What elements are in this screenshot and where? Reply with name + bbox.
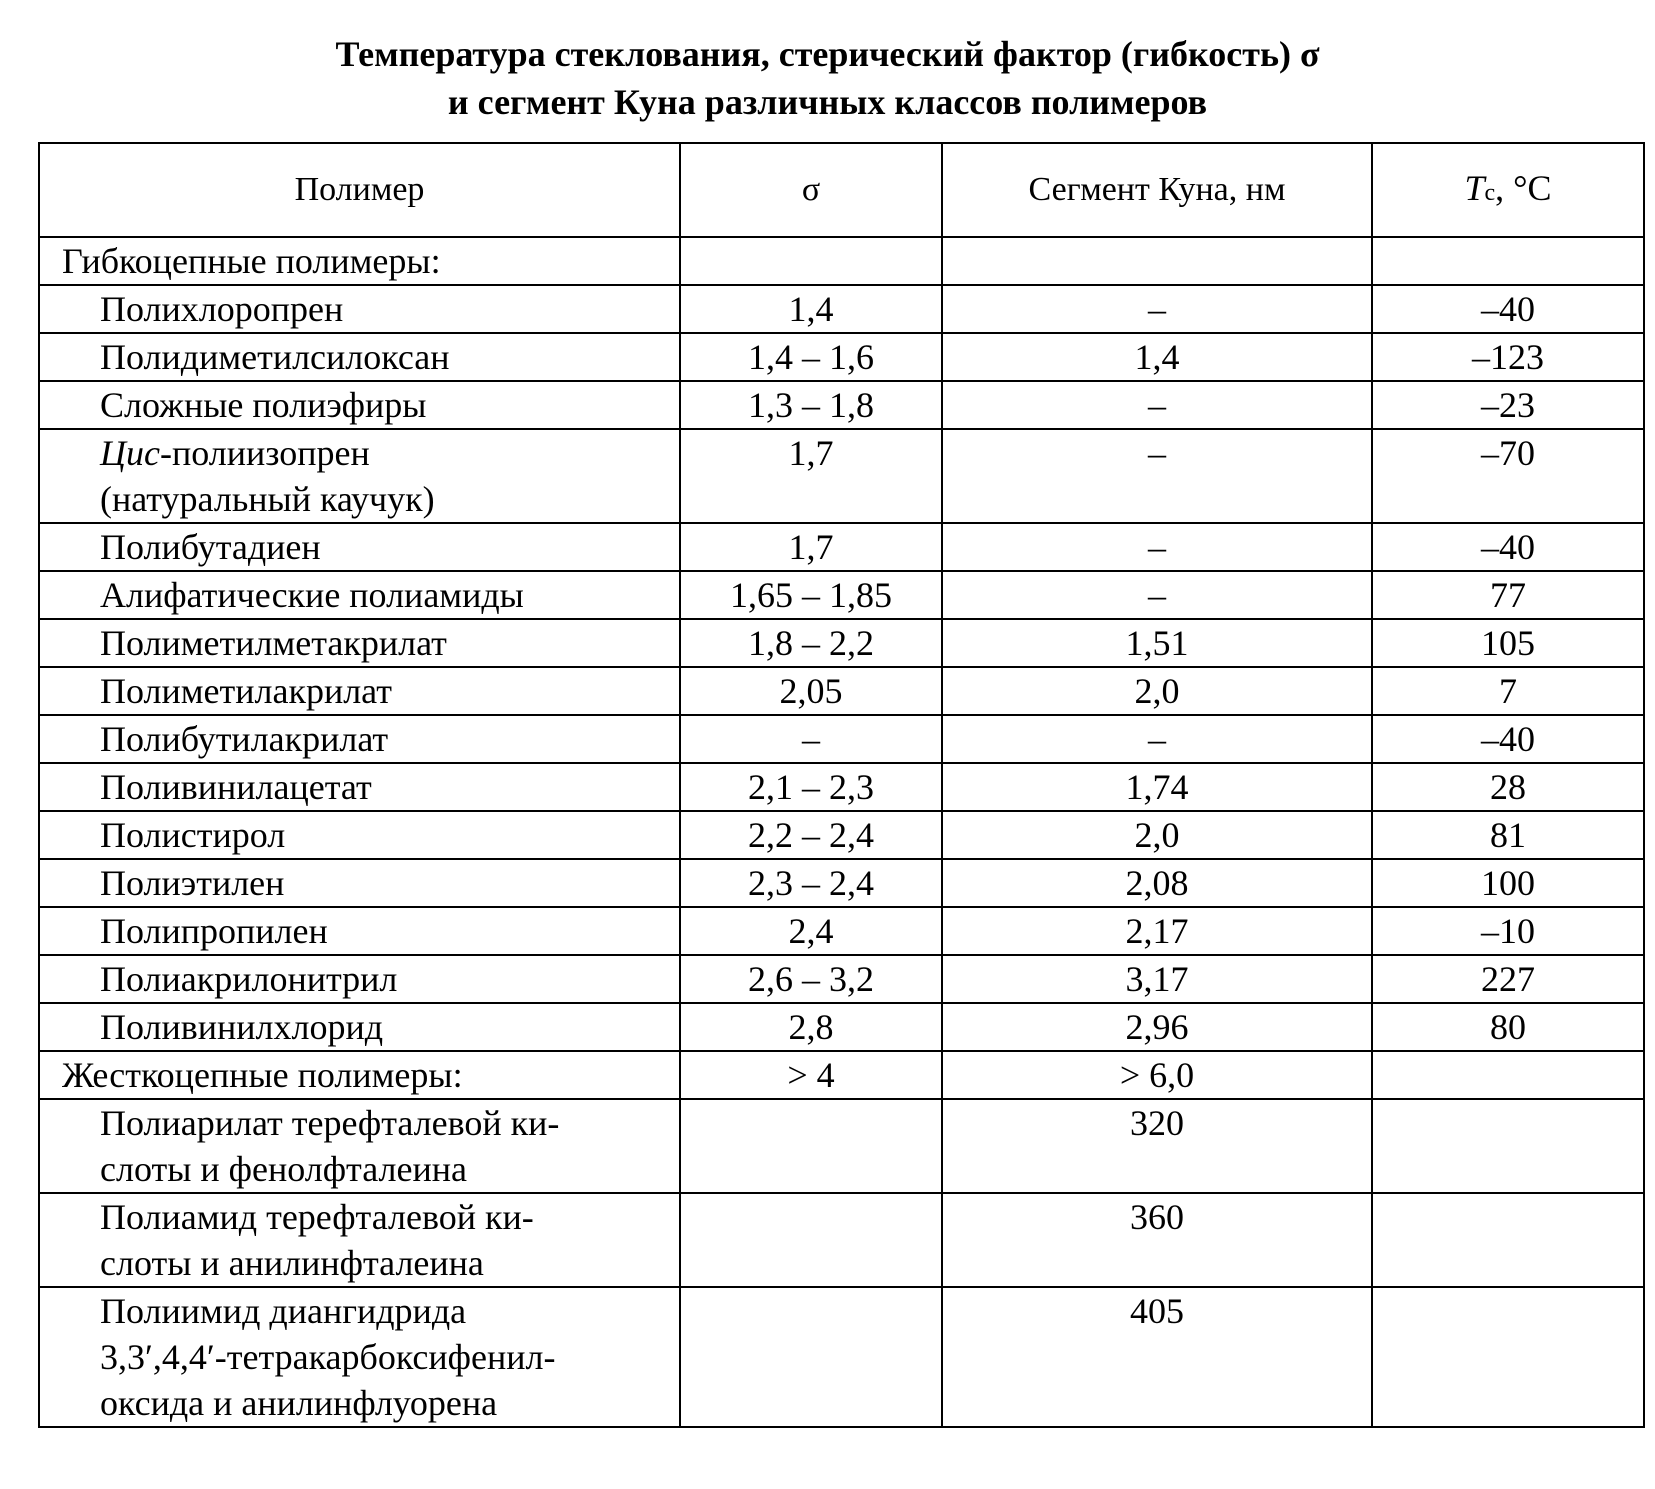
sigma-value: 1,65 – 1,85 bbox=[680, 571, 942, 619]
tg-value: –10 bbox=[1372, 907, 1644, 955]
polymer-name-italic-prefix: Цис bbox=[100, 433, 160, 473]
table-row bbox=[39, 955, 1644, 1003]
header-polymer: Полимер bbox=[39, 143, 680, 237]
polymer-name: Полиакрилонитрил bbox=[39, 955, 680, 1003]
tg-value: 100 bbox=[1372, 859, 1644, 907]
kuhn-value: 3,17 bbox=[942, 955, 1372, 1003]
kuhn-value: – bbox=[942, 523, 1372, 571]
table-row bbox=[39, 1003, 1644, 1051]
sigma-value: 2,3 – 2,4 bbox=[680, 859, 942, 907]
tg-value: –123 bbox=[1372, 333, 1644, 381]
polymer-name-line-2: 3,3′,4,4′-тетракарбоксифенил- bbox=[100, 1337, 556, 1377]
table-title bbox=[0, 30, 1655, 126]
polymer-name: Полибутадиен bbox=[39, 523, 680, 571]
table-row bbox=[39, 1287, 1644, 1427]
polymer-name: Алифатические полиамиды bbox=[39, 571, 680, 619]
sigma-value: 2,05 bbox=[680, 667, 942, 715]
kuhn-value: 2,0 bbox=[942, 811, 1372, 859]
header-sigma: σ bbox=[680, 143, 942, 237]
polymer-name: Полистирол bbox=[39, 811, 680, 859]
polymer-name-line-1: Полиимид диангидрида bbox=[100, 1291, 467, 1331]
title-line-2: и сегмент Куна различных классов полимеров bbox=[447, 82, 1208, 122]
sigma-value: – bbox=[680, 715, 942, 763]
polymer-name-rest: -полиизопрен bbox=[159, 433, 370, 473]
polymer-name: Поливинилхлорид bbox=[39, 1003, 680, 1051]
group-row-rigid bbox=[39, 1051, 1644, 1099]
tg-value: 227 bbox=[1372, 955, 1644, 1003]
kuhn-value: 1,4 bbox=[942, 333, 1372, 381]
title-line-1: Температура стеклования, стерический фактор (гибкость) σ bbox=[335, 34, 1320, 74]
polymer-name bbox=[39, 1099, 680, 1193]
kuhn-value: 2,17 bbox=[942, 907, 1372, 955]
group-label-rigid: Жесткоцепные полимеры: bbox=[39, 1051, 680, 1099]
kuhn-value: 2,96 bbox=[942, 1003, 1372, 1051]
header-tg-subscript: c bbox=[1484, 179, 1496, 206]
kuhn-value: 1,51 bbox=[942, 619, 1372, 667]
polymer-name bbox=[39, 1287, 680, 1427]
table-row bbox=[39, 619, 1644, 667]
empty-cell bbox=[1372, 1287, 1644, 1427]
sigma-value: 2,4 bbox=[680, 907, 942, 955]
tg-value: 28 bbox=[1372, 763, 1644, 811]
polymer-name: Поливинилацетат bbox=[39, 763, 680, 811]
tg-value: 77 bbox=[1372, 571, 1644, 619]
sigma-value: 2,6 – 3,2 bbox=[680, 955, 942, 1003]
empty-cell bbox=[942, 237, 1372, 285]
kuhn-value: 320 bbox=[942, 1099, 1372, 1193]
empty-cell bbox=[680, 237, 942, 285]
group-row-flexible bbox=[39, 237, 1644, 285]
header-tg-symbol: T bbox=[1464, 167, 1485, 208]
sigma-value: 2,1 – 2,3 bbox=[680, 763, 942, 811]
kuhn-value: 2,0 bbox=[942, 667, 1372, 715]
empty-cell bbox=[1372, 1051, 1644, 1099]
polymer-name-line-1: Полиарилат терефталевой ки- bbox=[100, 1103, 560, 1143]
table-row bbox=[39, 667, 1644, 715]
empty-cell bbox=[1372, 1193, 1644, 1287]
sigma-value: 2,2 – 2,4 bbox=[680, 811, 942, 859]
kuhn-value: – bbox=[942, 381, 1372, 429]
table-row bbox=[39, 1099, 1644, 1193]
kuhn-value: 405 bbox=[942, 1287, 1372, 1427]
kuhn-value: – bbox=[942, 571, 1372, 619]
tg-value: –70 bbox=[1372, 429, 1644, 523]
polymer-name: Сложные полиэфиры bbox=[39, 381, 680, 429]
table-row bbox=[39, 429, 1644, 523]
table-row bbox=[39, 523, 1644, 571]
polymer-name: Полиметилметакрилат bbox=[39, 619, 680, 667]
table-row bbox=[39, 859, 1644, 907]
empty-cell bbox=[680, 1193, 942, 1287]
table-row bbox=[39, 1193, 1644, 1287]
sigma-value: 1,3 – 1,8 bbox=[680, 381, 942, 429]
polymer-name-line-2: (натуральный каучук) bbox=[100, 479, 435, 519]
table-row bbox=[39, 715, 1644, 763]
empty-cell bbox=[1372, 237, 1644, 285]
sigma-value: > 4 bbox=[680, 1051, 942, 1099]
table-row bbox=[39, 285, 1644, 333]
sigma-value: 1,4 – 1,6 bbox=[680, 333, 942, 381]
kuhn-value: – bbox=[942, 429, 1372, 523]
table-row bbox=[39, 333, 1644, 381]
polymer-name bbox=[39, 1193, 680, 1287]
sigma-value: 1,7 bbox=[680, 523, 942, 571]
polymer-name-line-1 bbox=[100, 430, 679, 476]
tg-value: –40 bbox=[1372, 285, 1644, 333]
polymer-name: Полиэтилен bbox=[39, 859, 680, 907]
header-kuhn: Сегмент Куна, нм bbox=[942, 143, 1372, 237]
header-tg-unit: , °C bbox=[1495, 167, 1552, 208]
tg-value: –40 bbox=[1372, 523, 1644, 571]
tg-value: –23 bbox=[1372, 381, 1644, 429]
sigma-value: 1,8 – 2,2 bbox=[680, 619, 942, 667]
tg-value: 105 bbox=[1372, 619, 1644, 667]
kuhn-value: 2,08 bbox=[942, 859, 1372, 907]
tg-value: 81 bbox=[1372, 811, 1644, 859]
polymer-name-line-2: слоты и фенолфталеина bbox=[100, 1149, 467, 1189]
table-row bbox=[39, 571, 1644, 619]
polymer-name-line-3: оксида и анилинфлуорена bbox=[100, 1383, 498, 1423]
polymer-name: Полипропилен bbox=[39, 907, 680, 955]
empty-cell bbox=[1372, 1099, 1644, 1193]
empty-cell bbox=[680, 1099, 942, 1193]
group-label-flexible: Гибкоцепные полимеры: bbox=[39, 237, 680, 285]
table-row bbox=[39, 907, 1644, 955]
header-tg bbox=[1372, 143, 1644, 237]
kuhn-value: – bbox=[942, 715, 1372, 763]
polymer-name: Полибутилакрилат bbox=[39, 715, 680, 763]
kuhn-value: 360 bbox=[942, 1193, 1372, 1287]
table-row bbox=[39, 763, 1644, 811]
tg-value: 80 bbox=[1372, 1003, 1644, 1051]
tg-value: 7 bbox=[1372, 667, 1644, 715]
empty-cell bbox=[680, 1287, 942, 1427]
polymer-name: Полиметилакрилат bbox=[39, 667, 680, 715]
polymer-name-line-2: слоты и анилинфталеина bbox=[100, 1243, 484, 1283]
tg-value: –40 bbox=[1372, 715, 1644, 763]
sigma-value: 1,4 bbox=[680, 285, 942, 333]
sigma-value: 1,7 bbox=[680, 429, 942, 523]
kuhn-value: > 6,0 bbox=[942, 1051, 1372, 1099]
polymer-name: Полихлоропрен bbox=[39, 285, 680, 333]
kuhn-value: 1,74 bbox=[942, 763, 1372, 811]
sigma-value: 2,8 bbox=[680, 1003, 942, 1051]
polymer-name: Полидиметилсилоксан bbox=[39, 333, 680, 381]
kuhn-value: – bbox=[942, 285, 1372, 333]
table-row bbox=[39, 811, 1644, 859]
header-row bbox=[39, 143, 1644, 237]
table-row bbox=[39, 381, 1644, 429]
polymer-name bbox=[39, 429, 680, 523]
polymer-name-line-1: Полиамид терефталевой ки- bbox=[100, 1197, 534, 1237]
polymer-table bbox=[38, 142, 1645, 1428]
